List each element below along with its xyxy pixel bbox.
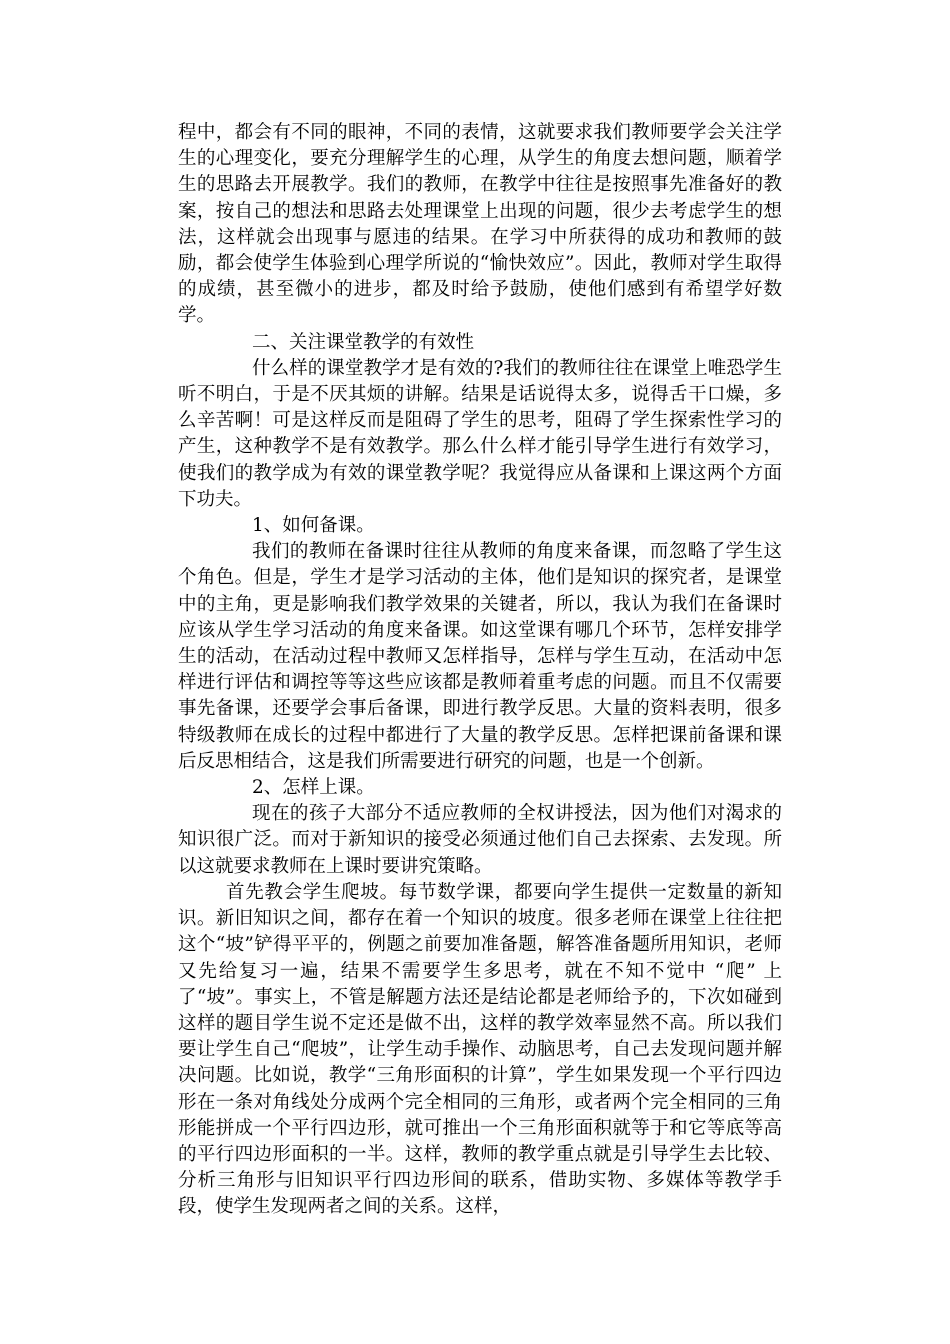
subheading-lesson-prep: 1、如何备课。 bbox=[252, 515, 375, 537]
section-heading-2: 二、关注课堂教学的有效性 bbox=[252, 331, 475, 353]
paragraph-1: 程中，都会有不同的眼神，不同的表情，这就要求我们教师要学会关注学生的心理变化，要充分理解学生的心理，从学生的角度去想问题，顺着学生的思路去开展教学。我们的教师，在教学中往往是按照事先准备好的教案，按自己的想法和思路去处理课堂上出现的问题，很少去考虑学生的想法，这样就会出现事与愿违的结果。在学习中所获得的成功和教师的鼓励，都会使学生体验到心理学所说的“愉快效应”。因此，教师对学生取得的成绩，甚至微小的进步，都及时给予鼓励，使他们感到有希望学好数学。 bbox=[178, 122, 782, 327]
paragraph-2: 什么样的课堂教学才是有效的?我们的教师往往在课堂上唯恐学生听不明白，于是不厌其烦的讲解。结果是话说得太多，说得舌干口燥，多么辛苦啊！可是这样反而是阻碍了学生的思考，阻碍了学生探索性学习的产生，这种教学不是有效教学。那么什么样才能引导学生进行有效学习，使我们的教学成为有效的课堂教学呢？我觉得应从备课和上课这两个方面下功夫。 bbox=[178, 357, 782, 510]
document-page bbox=[178, 120, 782, 1221]
subheading-teaching: 2、怎样上课。 bbox=[252, 777, 375, 799]
paragraph-5: 首先教会学生爬坡。每节数学课，都要向学生提供一定数量的新知识。新旧知识之间，都存在着一个知识的坡度。很多老师在课堂上往往把这个“坡”铲得平平的，例题之前要加准备题，解答准备题所用知识，老师又先给复习一遍，结果不需要学生多思考，就在不知不觉中 “爬” 上了“坡”。事实上，不管是解题方法还是结论都是老师给予的，下次如碰到这样的题目学生说不定还是做不出，这样的教学效率显然不高。所以我们要让学生自己“爬坡”，让学生动手操作、动脑思考，自己去发现问题并解决问题。比如说，教学“三角形面积的计算”，学生如果发现一个平行四边形在一条对角线处分成两个完全相同的三角形，或者两个完全相同的三角形能拼成一个平行四边形，就可推出一个三角形面积就等于和它等底等高的平行四边形面积的一半。这样，教师的教学重点就是引导学生去比较、分析三角形与旧知识平行四边形间的联系，借助实物、多媒体等教学手段，使学生发现两者之间的关系。这样， bbox=[178, 881, 782, 1218]
paragraph-4: 现在的孩子大部分不适应教师的全权讲授法，因为他们对渴求的知识很广泛。而对于新知识的接受必须通过他们自己去探索、去发现。所以这就要求教师在上课时要讲究策略。 bbox=[178, 803, 782, 877]
paragraph-3: 我们的教师在备课时往往从教师的角度来备课，而忽略了学生这个角色。但是，学生才是学习活动的主体，他们是知识的探究者，是课堂中的主角，更是影响我们教学效果的关键者，所以，我认为我们在备课时应该从学生学习活动的角度来备课。如这堂课有哪几个环节，怎样安排学生的活动，在活动过程中教师又怎样指导，怎样与学生互动，在活动中怎样进行评估和调控等等这些应该都是教师着重考虑的问题。而且不仅需要事先备课，还要学会事后备课，即进行教学反思。大量的资料表明，很多特级教师在成长的过程中都进行了大量的教学反思。怎样把课前备课和课后反思相结合，这是我们所需要进行研究的问题，也是一个创新。 bbox=[178, 541, 782, 772]
